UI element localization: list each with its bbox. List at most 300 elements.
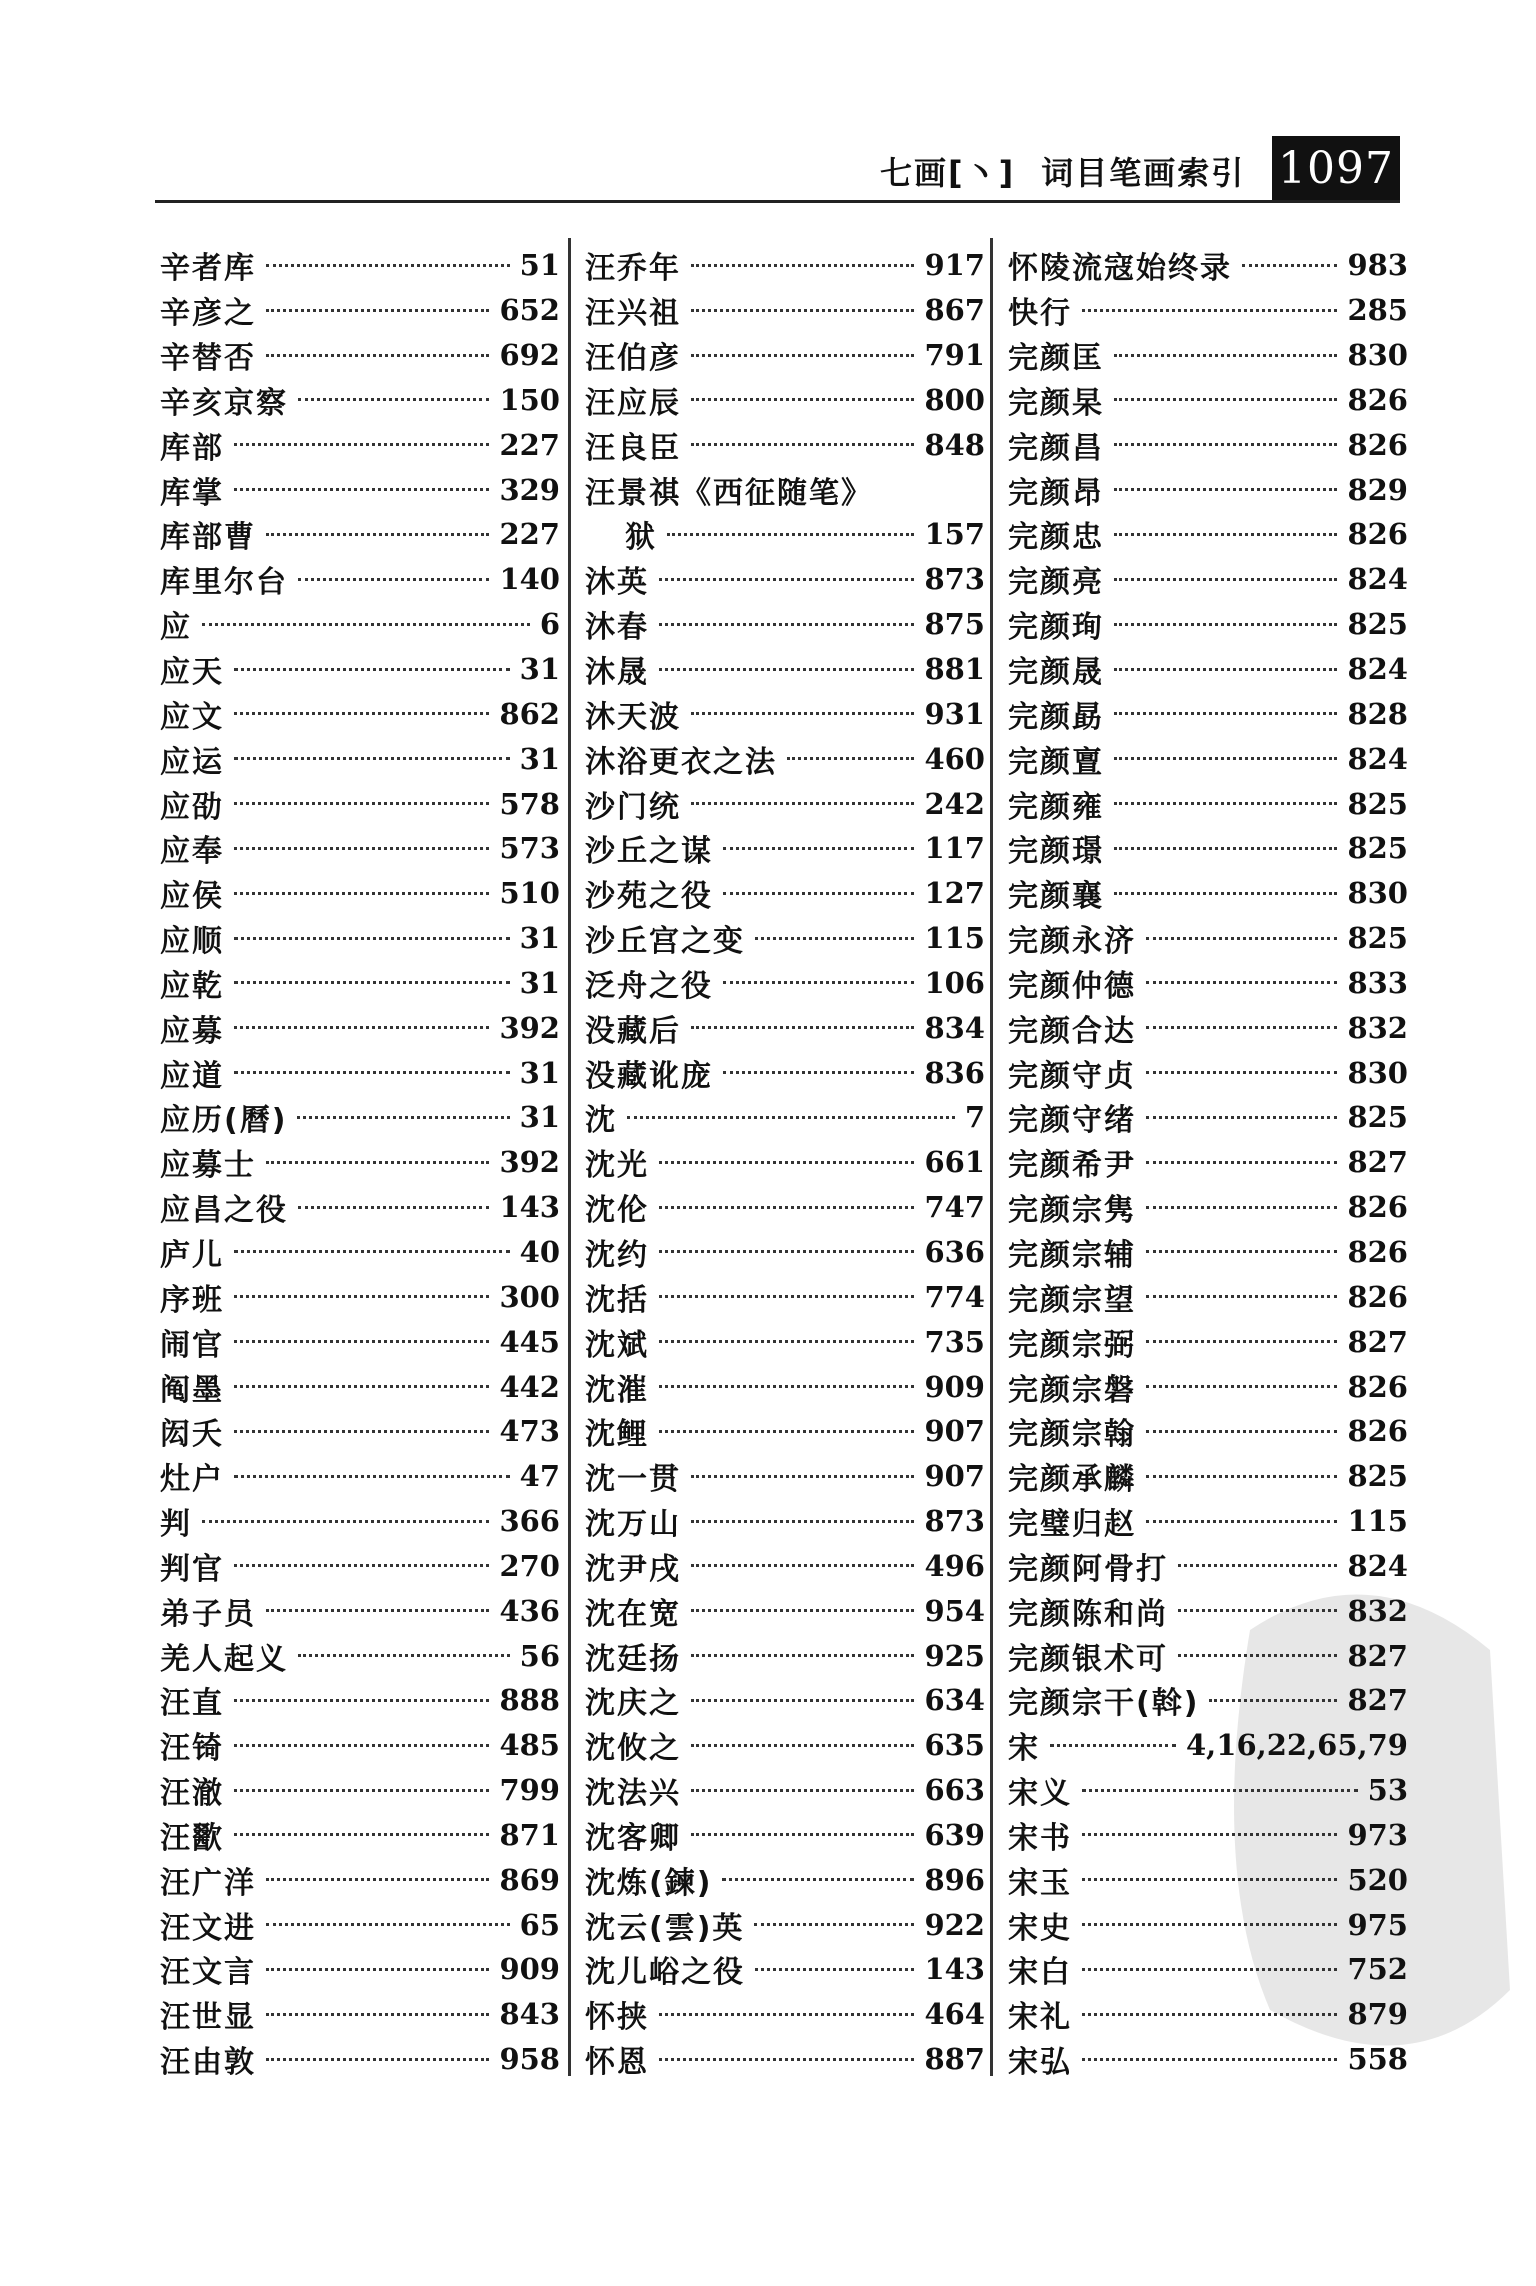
entry-term: 沐英 — [585, 565, 649, 601]
entry-term: 沐春 — [585, 610, 649, 646]
index-entry — [160, 422, 560, 467]
entry-term: 完颜亮 — [1008, 565, 1104, 601]
entry-page: 826 — [1347, 1190, 1408, 1225]
entry-term: 宋书 — [1008, 1820, 1072, 1856]
entry-term: 沙丘之谋 — [585, 834, 713, 870]
index-entry — [1008, 1095, 1408, 1140]
entry-page: 869 — [499, 1862, 560, 1897]
dot-leader — [659, 1340, 914, 1343]
entry-term: 沐天波 — [585, 699, 681, 735]
entry-term: 完颜合达 — [1008, 1013, 1136, 1049]
entry-page: 873 — [924, 1504, 985, 1539]
entry-page: 875 — [924, 607, 985, 642]
entry-term: 汪歠 — [160, 1820, 224, 1856]
index-entry — [160, 1185, 560, 1230]
entry-term: 沈廷扬 — [585, 1641, 681, 1677]
index-entry — [585, 1005, 985, 1050]
entry-page: 800 — [924, 382, 985, 417]
index-entry — [160, 961, 560, 1006]
entry-term: 辛替否 — [160, 341, 256, 377]
entry-page: 931 — [924, 696, 985, 731]
entry-term: 沈客卿 — [585, 1820, 681, 1856]
dot-leader — [266, 1968, 489, 1971]
entry-term: 应募士 — [160, 1148, 256, 1184]
entry-term: 辛亥京察 — [160, 385, 288, 421]
entry-page: 40 — [519, 1234, 560, 1269]
entry-page: 827 — [1347, 1638, 1408, 1673]
entry-term: 怀挟 — [585, 2000, 649, 2036]
dot-leader — [1178, 1609, 1337, 1612]
dot-leader — [234, 488, 489, 491]
entry-page: 485 — [499, 1728, 560, 1763]
entry-term: 应奉 — [160, 834, 224, 870]
entry-page: 826 — [1347, 1279, 1408, 1314]
entry-page: 824 — [1347, 1548, 1408, 1583]
index-entry — [160, 467, 560, 512]
entry-term: 宋 — [1008, 1731, 1040, 1767]
entry-term: 沈漼 — [585, 1372, 649, 1408]
column-divider — [568, 238, 571, 2076]
entry-page: 300 — [499, 1279, 560, 1314]
dot-leader — [1178, 1564, 1337, 1567]
entry-page: 917 — [924, 248, 985, 283]
dot-leader — [1114, 668, 1337, 671]
entry-page: 774 — [924, 1279, 985, 1314]
dot-leader — [691, 1744, 914, 1747]
index-entry — [160, 826, 560, 871]
dot-leader — [659, 623, 914, 626]
dot-leader — [266, 264, 510, 267]
entry-page: 752 — [1347, 1952, 1408, 1987]
entry-page: 115 — [1347, 1504, 1408, 1539]
entry-page: 825 — [1347, 607, 1408, 642]
entry-term: 完颜阿骨打 — [1008, 1551, 1168, 1587]
entry-page: 867 — [924, 293, 985, 328]
dot-leader — [691, 1789, 914, 1792]
entry-term: 应募 — [160, 1013, 224, 1049]
dot-leader — [1146, 1250, 1337, 1253]
entry-page: 887 — [924, 2042, 985, 2077]
index-column-1 — [160, 243, 560, 2082]
entry-page: 848 — [924, 427, 985, 462]
index-entry — [1008, 557, 1408, 602]
entry-term: 宋玉 — [1008, 1865, 1072, 1901]
entry-term: 完颜银术可 — [1008, 1641, 1168, 1677]
dot-leader — [1114, 802, 1337, 805]
index-entry — [160, 691, 560, 736]
entry-term: 应劭 — [160, 789, 224, 825]
index-entry — [585, 1947, 985, 1992]
entry-term: 应侯 — [160, 879, 224, 915]
dot-leader — [234, 1699, 489, 1702]
entry-term: 完颜杲 — [1008, 385, 1104, 421]
dot-leader — [1114, 623, 1337, 626]
index-entry — [585, 1813, 985, 1858]
dot-leader — [1242, 264, 1337, 267]
entry-page: 150 — [499, 382, 560, 417]
entry-term: 汪广洋 — [160, 1865, 256, 1901]
entry-page: 31 — [519, 1055, 560, 1090]
entry-page: 826 — [1347, 1369, 1408, 1404]
index-entry — [1008, 1813, 1408, 1858]
entry-page: 692 — [499, 338, 560, 373]
page-number: 1097 — [1272, 136, 1400, 202]
dot-leader — [266, 1878, 489, 1881]
entry-page: 830 — [1347, 338, 1408, 373]
entry-page: 909 — [924, 1369, 985, 1404]
dot-leader — [266, 1161, 489, 1164]
dot-leader — [1114, 847, 1337, 850]
index-title: 词目笔画索引 — [1041, 154, 1246, 192]
dot-leader — [234, 712, 489, 715]
dot-leader — [659, 1295, 914, 1298]
dot-leader — [1146, 1475, 1337, 1478]
entry-term: 沈约 — [585, 1237, 649, 1273]
index-entry — [1008, 1588, 1408, 1633]
entry-page: 824 — [1347, 562, 1408, 597]
index-entry — [160, 916, 560, 961]
dot-leader — [1082, 1789, 1358, 1792]
index-entry — [1008, 1947, 1408, 1992]
entry-term: 完颜忠 — [1008, 520, 1104, 556]
index-entry — [160, 602, 560, 647]
entry-page: 445 — [499, 1324, 560, 1359]
entry-term: 汪澈 — [160, 1776, 224, 1812]
index-entry — [160, 1947, 560, 1992]
entry-page: 6 — [539, 607, 560, 642]
entry-term: 宋义 — [1008, 1776, 1072, 1812]
dot-leader — [1082, 2058, 1337, 2061]
entry-term: 沈尹戌 — [585, 1551, 681, 1587]
dot-leader — [234, 1833, 489, 1836]
entry-page: 834 — [924, 1010, 985, 1045]
dot-leader — [1146, 1295, 1337, 1298]
dot-leader — [202, 623, 530, 626]
entry-term: 快行 — [1008, 296, 1072, 332]
index-entry — [160, 1454, 560, 1499]
index-entry — [585, 1723, 985, 1768]
dot-leader — [202, 1520, 489, 1523]
index-entry — [1008, 602, 1408, 647]
dot-leader — [691, 802, 914, 805]
index-entry — [160, 1140, 560, 1185]
index-entry — [160, 1813, 560, 1858]
dot-leader — [1146, 937, 1337, 940]
entry-page: 907 — [924, 1414, 985, 1449]
entry-term: 应顺 — [160, 924, 224, 960]
entry-term: 完颜宗辅 — [1008, 1237, 1136, 1273]
entry-term: 沐晟 — [585, 655, 649, 691]
entry-page: 442 — [499, 1369, 560, 1404]
entry-page: 954 — [924, 1593, 985, 1628]
dot-leader — [234, 1475, 510, 1478]
index-entry — [160, 1588, 560, 1633]
index-entry — [585, 1364, 985, 1409]
entry-term: 完颜勗 — [1008, 699, 1104, 735]
entry-page: 573 — [499, 831, 560, 866]
entry-term: 怀恩 — [585, 2045, 649, 2081]
dot-leader — [755, 1968, 914, 1971]
entry-term: 沈法兴 — [585, 1776, 681, 1812]
index-entry — [1008, 647, 1408, 692]
entry-page: 392 — [499, 1010, 560, 1045]
dot-leader — [1114, 712, 1337, 715]
entry-page: 747 — [924, 1190, 985, 1225]
index-entry — [1008, 1857, 1408, 1902]
index-entry — [585, 2037, 985, 2082]
index-entry — [1008, 1678, 1408, 1723]
entry-term: 应 — [160, 610, 192, 646]
entry-page: 329 — [499, 472, 560, 507]
index-entry-continuation — [585, 512, 985, 557]
entry-page: 873 — [924, 562, 985, 597]
entry-page: 830 — [1347, 1055, 1408, 1090]
entry-page: 4,16,22,65,79 — [1186, 1728, 1408, 1763]
entry-term: 沈在宽 — [585, 1596, 681, 1632]
index-entry — [585, 557, 985, 602]
dot-leader — [659, 2058, 914, 2061]
entry-term: 完颜雍 — [1008, 789, 1104, 825]
entry-term: 完颜永济 — [1008, 924, 1136, 960]
dot-leader — [234, 1071, 510, 1074]
entry-page: 127 — [924, 876, 985, 911]
index-entry — [1008, 1409, 1408, 1454]
entry-page: 830 — [1347, 876, 1408, 911]
index-entry — [1008, 1364, 1408, 1409]
index-entry — [160, 781, 560, 826]
dot-leader — [266, 1923, 510, 1926]
entry-term: 沈斌 — [585, 1327, 649, 1363]
entry-term: 宋白 — [1008, 1955, 1072, 1991]
entry-term: 汪文言 — [160, 1955, 256, 1991]
entry-page: 909 — [499, 1952, 560, 1987]
entry-page: 242 — [924, 786, 985, 821]
index-entry — [585, 1499, 985, 1544]
entry-page: 922 — [924, 1907, 985, 1942]
entry-term-continued: 狱 — [625, 520, 657, 556]
entry-term: 汪乔年 — [585, 251, 681, 287]
entry-page: 227 — [499, 517, 560, 552]
dot-leader — [234, 1250, 510, 1253]
entry-page: 661 — [924, 1145, 985, 1180]
dot-leader — [1146, 1385, 1337, 1388]
index-entry — [160, 1230, 560, 1275]
dot-leader — [297, 1116, 509, 1119]
entry-term: 灶户 — [160, 1462, 224, 1498]
entry-term: 判 — [160, 1507, 192, 1543]
entry-term: 应昌之役 — [160, 1193, 288, 1229]
dot-leader — [722, 1878, 914, 1881]
entry-page: 896 — [924, 1862, 985, 1897]
entry-page: 31 — [519, 652, 560, 687]
entry-page: 881 — [924, 652, 985, 687]
entry-term: 完颜守绪 — [1008, 1103, 1136, 1139]
index-entry — [1008, 1768, 1408, 1813]
index-entry — [585, 647, 985, 692]
entry-page: 460 — [924, 741, 985, 776]
index-entry — [1008, 2037, 1408, 2082]
index-entry — [585, 1050, 985, 1095]
dot-leader — [266, 354, 489, 357]
dot-leader — [1114, 533, 1337, 536]
entry-term: 宋史 — [1008, 1910, 1072, 1946]
index-entry — [1008, 1723, 1408, 1768]
entry-term: 完颜陈和尚 — [1008, 1596, 1168, 1632]
entry-page: 791 — [924, 338, 985, 373]
index-entry — [1008, 243, 1408, 288]
entry-page: 824 — [1347, 741, 1408, 776]
entry-page: 634 — [924, 1683, 985, 1718]
index-entry — [160, 1409, 560, 1454]
entry-page: 636 — [924, 1234, 985, 1269]
entry-page: 496 — [924, 1548, 985, 1583]
entry-term: 完颜宗翰 — [1008, 1417, 1136, 1453]
entry-page: 56 — [519, 1638, 560, 1673]
index-entry — [585, 1768, 985, 1813]
index-entry — [1008, 1902, 1408, 1947]
index-entry — [585, 736, 985, 781]
entry-page: 832 — [1347, 1593, 1408, 1628]
dot-leader — [234, 1744, 489, 1747]
index-entry — [585, 467, 985, 512]
entry-term: 应运 — [160, 744, 224, 780]
dot-leader — [1082, 309, 1337, 312]
dot-leader — [1082, 1878, 1337, 1881]
dot-leader — [723, 981, 914, 984]
entry-term: 羌人起义 — [160, 1641, 288, 1677]
dot-leader — [234, 443, 489, 446]
entry-term: 沈炼(鍊) — [585, 1865, 713, 1901]
dot-leader — [266, 2058, 489, 2061]
entry-page: 520 — [1347, 1862, 1408, 1897]
dot-leader — [659, 1430, 914, 1433]
index-entry — [160, 1633, 560, 1678]
index-entry — [1008, 736, 1408, 781]
entry-term: 序班 — [160, 1282, 224, 1318]
index-entry — [585, 1185, 985, 1230]
entry-term: 闹官 — [160, 1327, 224, 1363]
index-entry — [1008, 1633, 1408, 1678]
entry-term: 沈攸之 — [585, 1731, 681, 1767]
header-rule — [155, 200, 1400, 203]
dot-leader — [755, 937, 914, 940]
entry-term: 沈光 — [585, 1148, 649, 1184]
index-entry — [160, 243, 560, 288]
entry-page: 973 — [1347, 1817, 1408, 1852]
entry-page: 826 — [1347, 1234, 1408, 1269]
dot-leader — [659, 668, 914, 671]
entry-page: 799 — [499, 1773, 560, 1808]
entry-page: 826 — [1347, 382, 1408, 417]
dot-leader — [1114, 892, 1337, 895]
entry-page: 827 — [1347, 1324, 1408, 1359]
index-entry — [160, 1723, 560, 1768]
entry-term: 弟子员 — [160, 1596, 256, 1632]
dot-leader — [234, 1430, 489, 1433]
dot-leader — [691, 1699, 914, 1702]
dot-leader — [1146, 1430, 1337, 1433]
dot-leader — [691, 1475, 914, 1478]
entry-page: 143 — [924, 1952, 985, 1987]
dot-leader — [1114, 398, 1337, 401]
entry-term: 庐儿 — [160, 1237, 224, 1273]
entry-page: 31 — [519, 921, 560, 956]
entry-page: 65 — [519, 1907, 560, 1942]
dot-leader — [1082, 1833, 1337, 1836]
dot-leader — [234, 802, 489, 805]
dot-leader — [659, 2013, 914, 2016]
dot-leader — [1146, 1520, 1337, 1523]
index-entry — [1008, 961, 1408, 1006]
dot-leader — [691, 1833, 914, 1836]
entry-term: 完颜襄 — [1008, 879, 1104, 915]
index-entry — [1008, 1543, 1408, 1588]
entry-term: 泛舟之役 — [585, 968, 713, 1004]
entry-page: 140 — [499, 562, 560, 597]
entry-term: 汪文进 — [160, 1910, 256, 1946]
dot-leader — [234, 1340, 489, 1343]
entry-term: 阄墨 — [160, 1372, 224, 1408]
dot-leader — [723, 892, 914, 895]
dot-leader — [1114, 578, 1337, 581]
entry-page: 833 — [1347, 965, 1408, 1000]
entry-term: 沈一贯 — [585, 1462, 681, 1498]
entry-term: 汪伯彦 — [585, 341, 681, 377]
dot-leader — [1146, 1206, 1337, 1209]
entry-page: 558 — [1347, 2042, 1408, 2077]
column-divider — [990, 238, 993, 2076]
dot-leader — [1082, 1968, 1337, 1971]
entry-page: 117 — [924, 831, 985, 866]
entry-term: 完颜宗隽 — [1008, 1193, 1136, 1229]
entry-term: 应道 — [160, 1058, 224, 1094]
index-entry — [160, 1678, 560, 1723]
entry-term: 应历(曆) — [160, 1103, 288, 1139]
entry-page: 825 — [1347, 786, 1408, 821]
entry-page: 862 — [499, 696, 560, 731]
entry-term: 完颜昌 — [1008, 430, 1104, 466]
entry-term: 沐浴更衣之法 — [585, 744, 777, 780]
index-entry — [1008, 1274, 1408, 1319]
index-entry — [160, 647, 560, 692]
index-entry — [585, 288, 985, 333]
index-entry — [585, 1543, 985, 1588]
entry-page: 836 — [924, 1055, 985, 1090]
entry-page: 31 — [519, 1100, 560, 1135]
index-entry — [585, 422, 985, 467]
entry-page: 879 — [1347, 1997, 1408, 2032]
index-entry — [585, 916, 985, 961]
index-entry — [1008, 1005, 1408, 1050]
index-entry — [585, 1633, 985, 1678]
entry-term: 完颜希尹 — [1008, 1148, 1136, 1184]
index-entry — [1008, 1140, 1408, 1185]
entry-term: 完颜守贞 — [1008, 1058, 1136, 1094]
dot-leader — [667, 533, 914, 536]
dot-leader — [1209, 1699, 1337, 1702]
dot-leader — [659, 1206, 914, 1209]
entry-page: 510 — [499, 876, 560, 911]
dot-leader — [234, 668, 510, 671]
index-entry — [585, 1902, 985, 1947]
entry-term: 闳夭 — [160, 1417, 224, 1453]
index-entry — [1008, 1050, 1408, 1095]
entry-page: 826 — [1347, 517, 1408, 552]
dot-leader — [691, 712, 914, 715]
index-entry — [160, 1095, 560, 1140]
entry-page: 825 — [1347, 831, 1408, 866]
index-entry — [585, 826, 985, 871]
